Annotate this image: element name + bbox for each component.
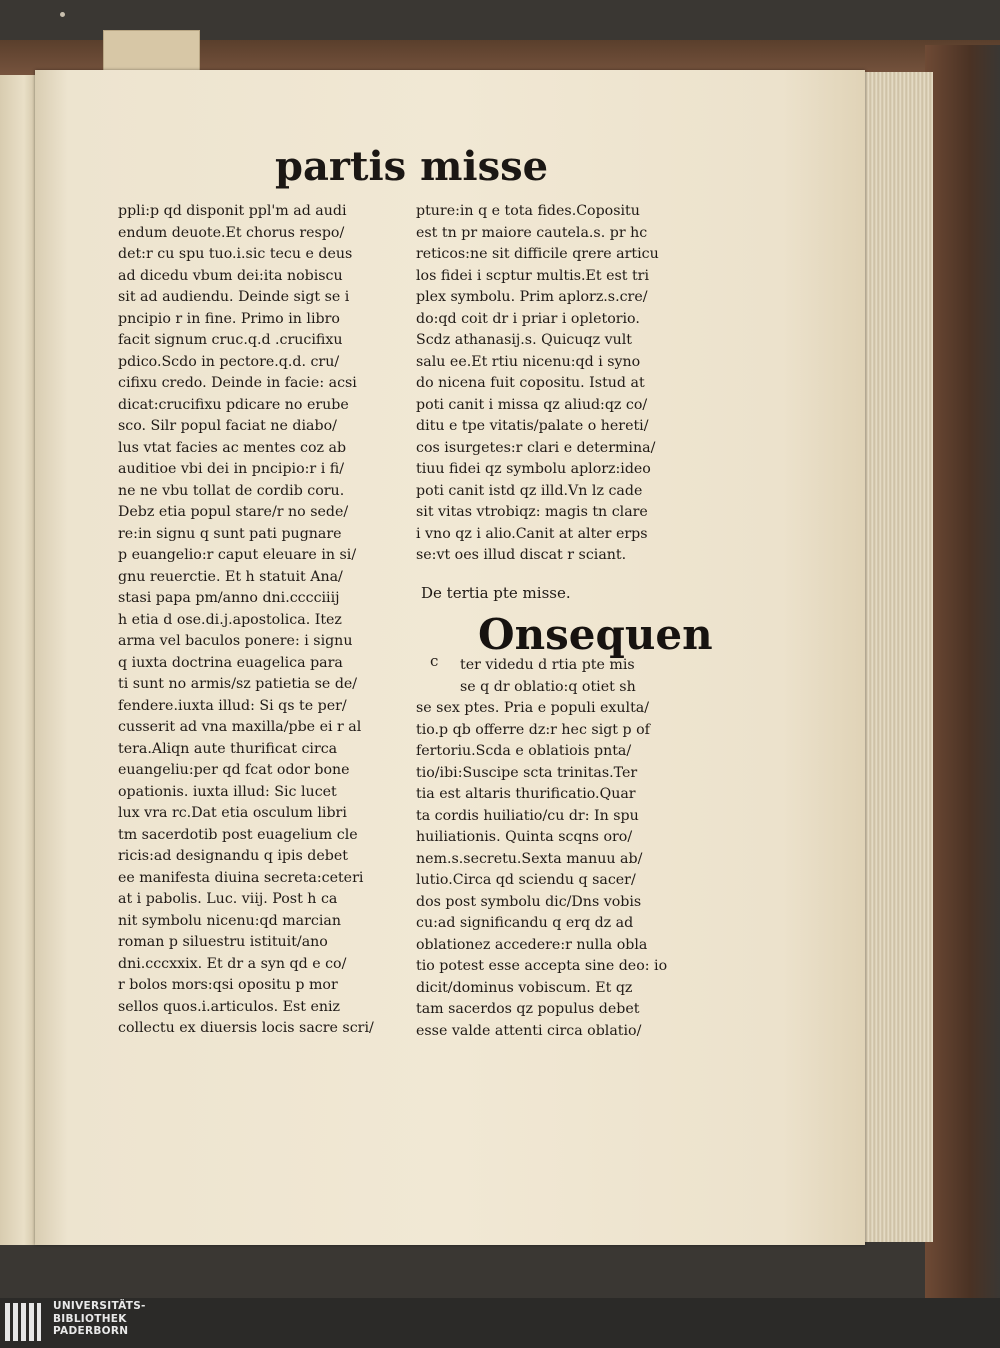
text-line: stasi papa pm/anno dni.cccciiij — [118, 590, 340, 606]
text-line: do:qd coit dr i priar i opletorio. — [416, 310, 640, 327]
text-line: sellos quos.i.articulos. Est eniz — [118, 998, 341, 1015]
library-name-line1: UNIVERSITÄTS- — [53, 1300, 146, 1312]
text-line: endum deuote.Et chorus respo/ — [118, 224, 345, 241]
text-line: arma vel baculos ponere: i signu — [118, 633, 353, 649]
text-line: Debz etia popul stare/r no sede/ — [118, 504, 349, 520]
decorated-initial-word: Onsequen — [478, 610, 713, 659]
text-line: r bolos mors:qsi opositu p mor — [118, 977, 338, 993]
text-line: p euangelio:r caput eleuare in si/ — [118, 547, 357, 563]
text-line: huiliationis. Quinta scqns oro/ — [416, 829, 633, 845]
text-line: re:in signu q sunt pati pugnare — [118, 525, 342, 542]
right-text-column-bottom — [416, 698, 688, 1042]
text-line: tio.p qb offerre dz:r hec sigt p of — [416, 721, 650, 738]
text-line: dicat:crucifixu pdicare no erube — [118, 396, 349, 413]
text-line: h etia d ose.di.j.apostolica. Itez — [118, 611, 342, 628]
text-line: poti canit istd qz illd.Vn lz cade — [416, 482, 643, 499]
text-line: salu ee.Et rtiu nicenu:qd i syno — [416, 353, 641, 370]
text-line: ti sunt no armis/sz patietia se de/ — [118, 676, 358, 692]
text-line: esse valde attenti circa oblatio/ — [416, 1022, 642, 1039]
text-line: ad dicedu vbum dei:ita nobiscu — [118, 267, 343, 284]
text-line: cusserit ad vna maxilla/pbe ei r al — [118, 719, 362, 735]
text-line: tam sacerdos qz populus debet — [416, 1001, 640, 1017]
text-line: ta cordis huiliatio/cu dr: In spu — [416, 807, 639, 824]
text-line: nit symbolu nicenu:qd marcian — [118, 912, 341, 929]
text-line: cifixu credo. Deinde in facie: acsi — [118, 375, 357, 391]
text-line: lux vra rc.Dat etia osculum libri — [118, 805, 347, 821]
text-line: tiuu fidei qz symbolu aplorz:ideo — [416, 461, 651, 477]
footer-bar — [0, 1298, 1000, 1348]
section-heading: De tertia pte misse. — [421, 584, 571, 602]
library-logo-icon — [5, 1303, 45, 1341]
text-line: sit ad audiendu. Deinde sigt se i — [118, 289, 350, 305]
text-line: auditioe vbi dei in pncipio:r i fi/ — [118, 461, 344, 477]
text-line: ditu e tpe vitatis/palate o hereti/ — [416, 418, 649, 434]
text-line: cos isurgetes:r clari e determina/ — [416, 439, 656, 456]
text-line: euangeliu:per qd fcat odor bone — [118, 762, 350, 778]
text-line: opationis. iuxta illud: Sic lucet — [118, 783, 337, 800]
text-line: est tn pr maiore cautela.s. pr hc — [416, 224, 648, 241]
text-line: do nicena fuit copositu. Istud at — [416, 375, 645, 391]
text-line: fendere.iuxta illud: Si qs te per/ — [118, 697, 347, 714]
text-line: fertoriu.Scda e oblatiois pnta/ — [416, 743, 632, 759]
text-line: ter videdu d rtia pte mis — [460, 657, 635, 673]
text-line: gnu reuerctie. Et h statuit Ana/ — [118, 568, 343, 585]
text-line: se sex ptes. Pria e populi exulta/ — [416, 700, 650, 716]
text-line: oblationez accedere:r nulla obla — [416, 936, 648, 953]
text-line: pncipio r in fine. Primo in libro — [118, 310, 340, 327]
text-line: los fidei i scptur multis.Et est tri — [416, 267, 649, 284]
text-line: se:vt oes illud discat r sciant. — [416, 547, 627, 563]
text-line: ricis:ad designandu q ipis debet — [118, 848, 348, 864]
book-cover-right — [925, 45, 1000, 1298]
text-line: tia est altaris thurificatio.Quar — [416, 786, 636, 802]
text-line: ppli:p qd disponit ppl'm ad audi — [118, 203, 347, 219]
text-line: dni.cccxxix. Et dr a syn qd e co/ — [118, 955, 347, 972]
page-title: partis misse — [275, 143, 549, 190]
text-line: pdico.Scdo in pectore.q.d. cru/ — [118, 353, 340, 370]
text-line: ne ne vbu tollat de cordib coru. — [118, 482, 345, 499]
library-name-line2: BIBLIOTHEK — [53, 1312, 127, 1325]
right-text-column-top — [416, 201, 688, 567]
text-line: tera.Aliqn aute thurificat circa — [118, 740, 338, 757]
text-line: poti canit i missa qz aliud:qz co/ — [416, 396, 648, 413]
text-line: det:r cu spu tuo.i.sic tecu e deus — [118, 246, 353, 262]
text-line: i vno qz i alio.Canit at alter erps — [416, 525, 648, 542]
text-line: lutio.Circa qd sciendu q sacer/ — [416, 872, 636, 888]
text-line: nem.s.secretu.Sexta manuu ab/ — [416, 850, 643, 867]
text-line: facit signum cruc.q.d .crucifixu — [118, 332, 343, 348]
text-line: dos post symbolu dic/Dns vobis — [416, 893, 642, 910]
left-text-column — [118, 201, 403, 1040]
library-name-line3: PADERBORN — [53, 1325, 129, 1337]
hole-mark — [60, 12, 65, 17]
text-line: cu:ad significandu q erq dz ad — [416, 915, 634, 931]
text-line: reticos:ne sit difficile qrere articu — [416, 246, 659, 262]
text-line: tio/ibi:Suscipe scta trinitas.Ter — [416, 764, 638, 781]
text-line: tm sacerdotib post euagelium cle — [118, 826, 358, 843]
library-name — [53, 1300, 146, 1338]
text-line: Scdz athanasij.s. Quicuqz vult — [416, 332, 632, 348]
text-line: q iuxta doctrina euagelica para — [118, 654, 343, 671]
page-edges — [862, 72, 933, 1242]
text-line: collectu ex diuersis locis sacre scri/ — [118, 1020, 374, 1036]
text-line: se q dr oblatio:q otiet sh — [460, 678, 636, 695]
text-line: ee manifesta diuina secreta:ceteri — [118, 869, 364, 886]
text-line: sit vitas vtrobiqz: magis tn clare — [416, 504, 648, 520]
text-line: tio potest esse accepta sine deo: io — [416, 958, 668, 974]
text-line: sco. Silr popul faciat ne diabo/ — [118, 418, 337, 434]
initial-guide-letter: c — [430, 652, 439, 670]
right-text-initial-lines — [460, 655, 680, 698]
text-line: plex symbolu. Prim aplorz.s.cre/ — [416, 289, 648, 305]
text-line: dicit/dominus vobiscum. Et qz — [416, 979, 633, 996]
text-line: roman p siluestru istituit/ano — [118, 934, 328, 950]
text-line: lus vtat facies ac mentes coz ab — [118, 439, 347, 456]
text-line: pture:in q e tota fides.Copositu — [416, 203, 640, 219]
text-line: at i pabolis. Luc. viij. Post h ca — [118, 891, 338, 907]
